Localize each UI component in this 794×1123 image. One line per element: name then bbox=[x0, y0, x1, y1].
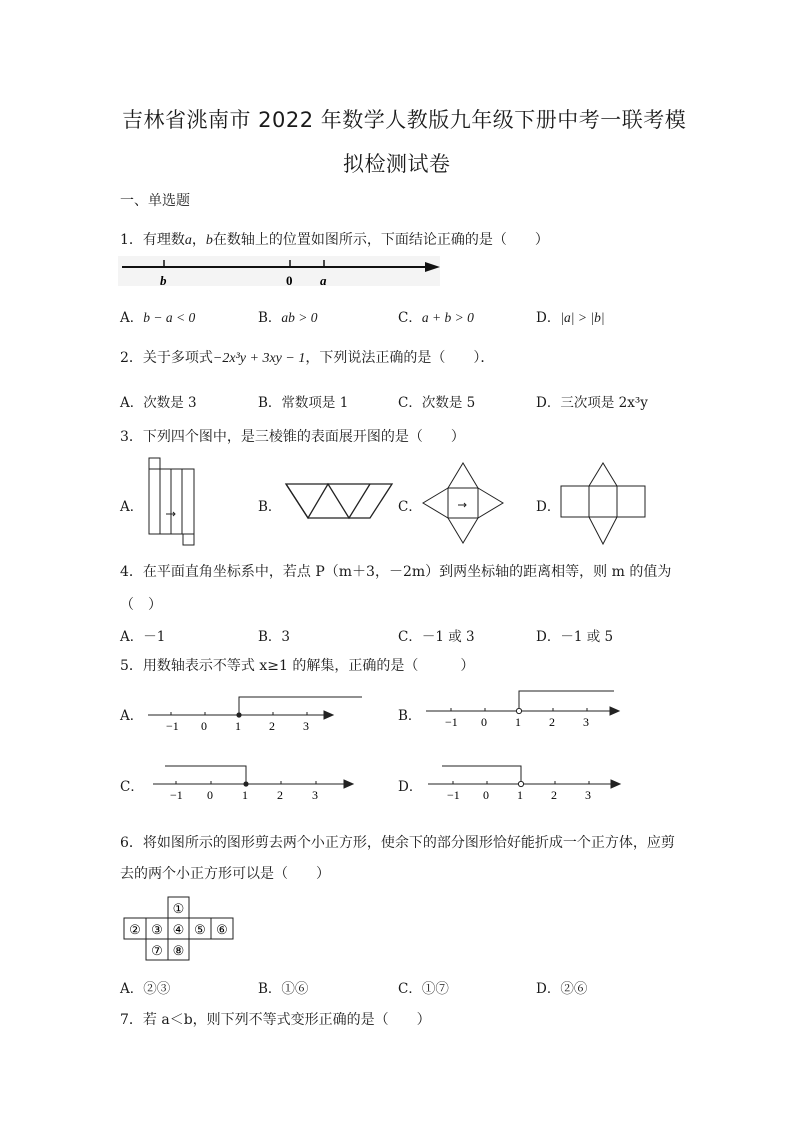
q2-expression: −2x³y + 3xy − 1 bbox=[212, 351, 306, 366]
q2-option-d[interactable]: D．三次项是 2x³y bbox=[536, 395, 648, 411]
page-title-line1: 吉林省洮南市 2022 年数学人教版九年级下册中考一联考模 bbox=[122, 108, 687, 132]
svg-text:2: 2 bbox=[277, 788, 283, 802]
svg-text:3: 3 bbox=[583, 715, 589, 729]
svg-text:3: 3 bbox=[312, 788, 318, 802]
q2-stem: 2．关于多项式−2x³y + 3xy − 1，下列说法正确的是（ ）． bbox=[120, 350, 495, 366]
q1-stem-num: 1．有理数 bbox=[120, 232, 185, 248]
q5-line-d[interactable] bbox=[420, 757, 645, 807]
q5-line-c[interactable] bbox=[145, 757, 370, 807]
q1-option-c[interactable]: C．a + b > 0 bbox=[398, 310, 474, 326]
q5-option-a-label[interactable]: A． bbox=[120, 708, 144, 724]
q1-stem bbox=[120, 229, 549, 249]
q6-cell-3: ③ bbox=[151, 922, 163, 937]
q5-stem: 5．用数轴表示不等式 x≥1 的解集，正确的是（ ） bbox=[120, 658, 475, 674]
svg-text:−1: −1 bbox=[166, 719, 179, 733]
q7-stem: 7．若 a＜b，则下列不等式变形正确的是（ ） bbox=[120, 1012, 431, 1028]
q5-option-c-label[interactable]: C． bbox=[120, 779, 144, 795]
q4-option-d[interactable]: D．－1 或 5 bbox=[536, 629, 614, 645]
q4-option-b[interactable]: B．3 bbox=[258, 629, 291, 645]
q5-option-d-label[interactable]: D． bbox=[398, 779, 423, 795]
q6-cell-5: ⑤ bbox=[194, 922, 206, 937]
q1-sep: ， bbox=[191, 232, 206, 248]
svg-text:2: 2 bbox=[269, 719, 275, 733]
svg-text:0: 0 bbox=[201, 719, 207, 733]
section-heading: 一、单选题 bbox=[120, 193, 190, 209]
q3-stem: 3．下列四个图中，是三棱锥的表面展开图的是（ ） bbox=[120, 429, 465, 445]
svg-text:1: 1 bbox=[515, 715, 521, 729]
q1-option-d[interactable]: D．|a| > |b| bbox=[536, 310, 605, 326]
svg-text:3: 3 bbox=[303, 719, 309, 733]
q6-cell-2: ② bbox=[129, 922, 141, 937]
q6-stem-line1: 6．将如图所示的图形剪去两个小正方形，使余下的部分图形恰好能折成一个正方体，应剪 bbox=[120, 835, 675, 851]
q2-option-b[interactable]: B．常数项是 1 bbox=[258, 395, 349, 411]
q6-option-a[interactable]: A．②③ bbox=[120, 981, 171, 997]
q1-number-line bbox=[118, 256, 448, 292]
q6-stem-line2: 去的两个小正方形可以是（ ） bbox=[120, 866, 330, 882]
svg-text:0: 0 bbox=[483, 788, 489, 802]
q3-net-b[interactable] bbox=[282, 480, 396, 520]
q4-stem-cont: （ ） bbox=[120, 597, 162, 613]
q3-net-a[interactable] bbox=[145, 456, 200, 548]
svg-text:1: 1 bbox=[242, 788, 248, 802]
svg-text:1: 1 bbox=[235, 719, 241, 733]
q6-cell-7: ⑦ bbox=[151, 943, 163, 958]
svg-text:−1: −1 bbox=[447, 788, 460, 802]
q6-cell-4: ④ bbox=[172, 922, 185, 937]
q2-option-a[interactable]: A．次数是 3 bbox=[120, 395, 197, 411]
q6-cell-1: ① bbox=[172, 901, 185, 916]
q5-line-a[interactable] bbox=[140, 688, 365, 738]
q5-line-b[interactable] bbox=[418, 684, 643, 734]
q3-option-c-label[interactable]: C． bbox=[398, 499, 422, 515]
svg-text:1: 1 bbox=[517, 788, 523, 802]
svg-text:2: 2 bbox=[551, 788, 557, 802]
svg-text:2: 2 bbox=[549, 715, 555, 729]
q3-option-a-label[interactable]: A． bbox=[120, 499, 144, 515]
svg-text:−1: −1 bbox=[445, 715, 458, 729]
svg-text:0: 0 bbox=[207, 788, 213, 802]
q6-option-b[interactable]: B．①⑥ bbox=[258, 981, 309, 997]
q6-cube-net bbox=[120, 894, 238, 964]
q1-label-a: a bbox=[320, 273, 327, 288]
q4-option-a[interactable]: A．－1 bbox=[120, 629, 166, 645]
svg-text:−1: −1 bbox=[170, 788, 183, 802]
q1-option-a[interactable]: A．b − a < 0 bbox=[120, 310, 196, 326]
svg-text:0: 0 bbox=[481, 715, 487, 729]
q1-label-zero: 0 bbox=[286, 273, 293, 288]
q1-var-b: b bbox=[205, 233, 213, 248]
q1-var-a: a bbox=[184, 233, 192, 248]
q6-option-d[interactable]: D．②⑥ bbox=[536, 981, 588, 997]
q5-option-b-label[interactable]: B． bbox=[398, 708, 422, 724]
q4-stem: 4．在平面直角坐标系中，若点 P（m＋3，－2m）到两坐标轴的距离相等，则 m 的值为 bbox=[120, 564, 672, 580]
q6-cell-8: ⑧ bbox=[172, 943, 185, 958]
q2-option-c[interactable]: C．次数是 5 bbox=[398, 395, 476, 411]
q1-stem-rest: 在数轴上的位置如图所示，下面结论正确的是（ ） bbox=[212, 232, 549, 248]
q6-option-c[interactable]: C．①⑦ bbox=[398, 981, 449, 997]
q4-option-c[interactable]: C．－1 或 3 bbox=[398, 629, 475, 645]
q3-option-b-label[interactable]: B． bbox=[258, 499, 282, 515]
q1-option-b[interactable]: B．ab > 0 bbox=[258, 310, 318, 326]
q3-option-d-label[interactable]: D． bbox=[536, 499, 561, 515]
q3-net-c[interactable] bbox=[420, 460, 506, 546]
svg-text:3: 3 bbox=[585, 788, 591, 802]
page-title-line2: 拟检测试卷 bbox=[343, 152, 451, 176]
q1-label-b: b bbox=[160, 273, 167, 288]
q3-net-d[interactable] bbox=[558, 460, 648, 548]
q6-cell-6: ⑥ bbox=[216, 922, 228, 937]
